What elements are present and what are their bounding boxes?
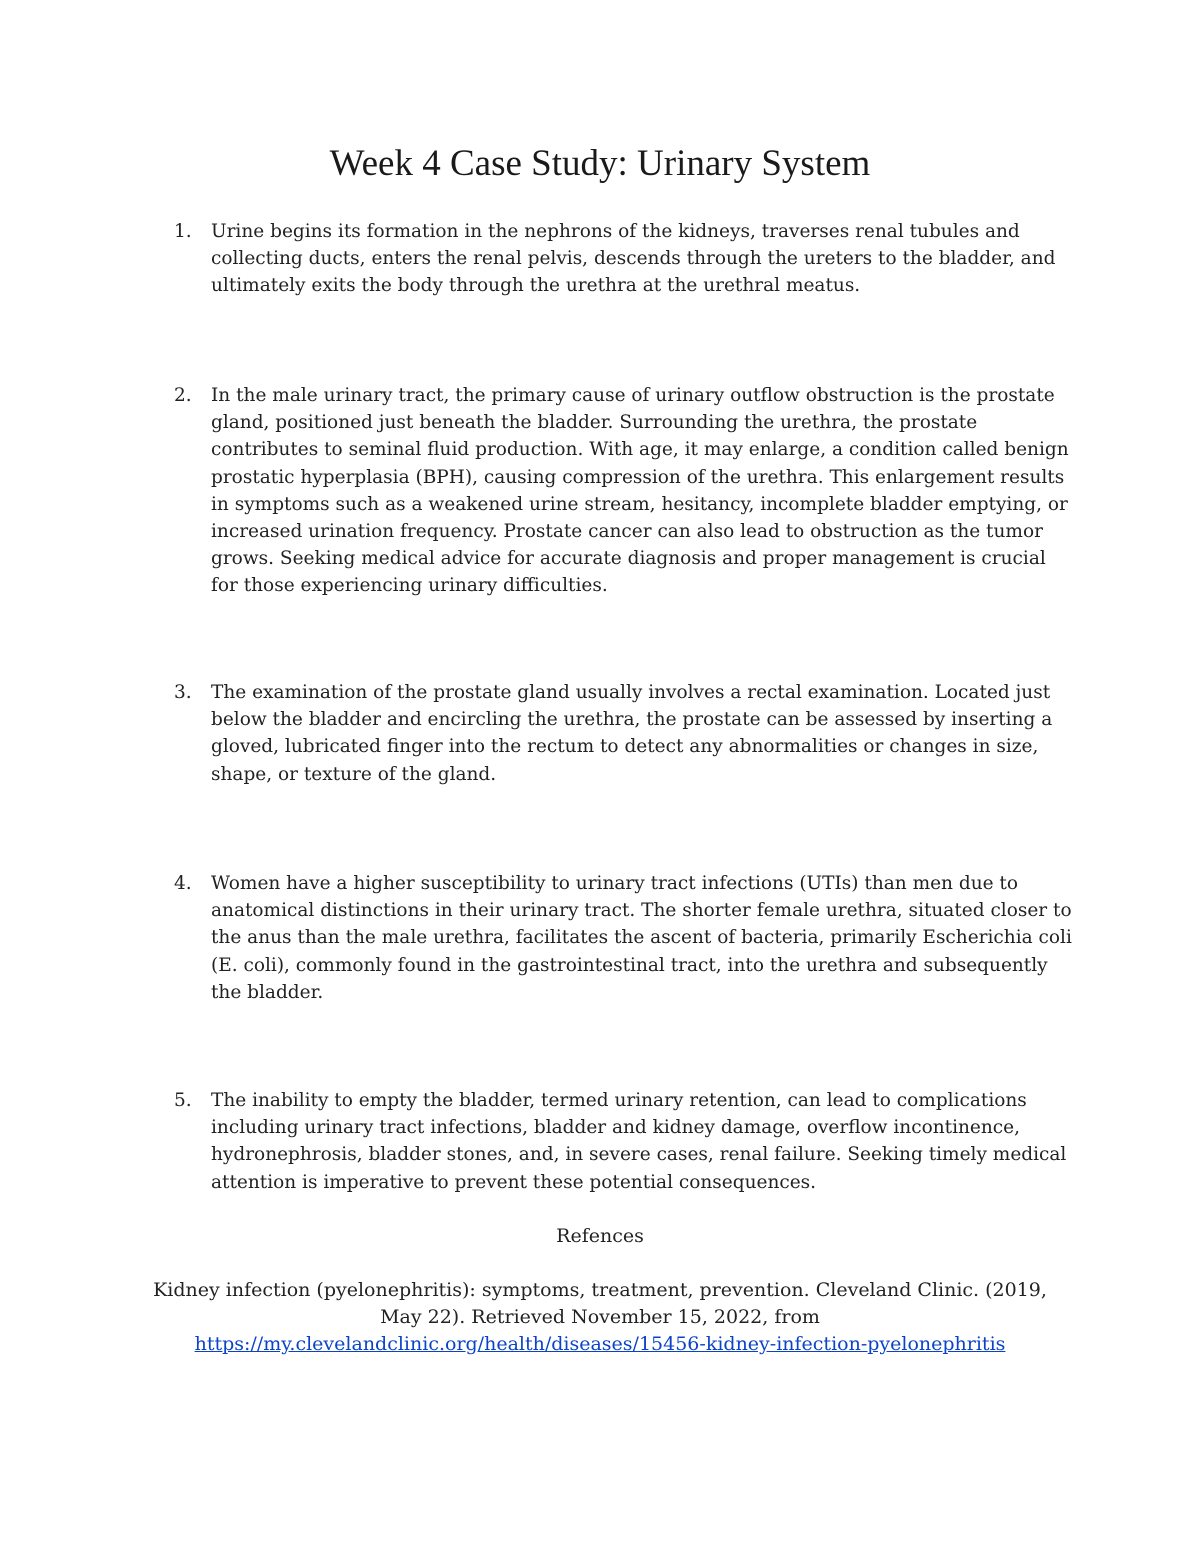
list-item-text: Women have a higher susceptibility to urinary tract infections (UTIs) than men due to anatomical distinctions in their urinary tract. The shorter female urethra, situated closer to the anus than the male urethra, facilitates the ascent of bacteria, primarily Escherichia coli (E. coli), commonly found in the gastrointestinal tract, into the urethra and subsequently the bladder. [211, 873, 1072, 1003]
document-title: Week 4 Case Study: Urinary System [329, 143, 871, 184]
list-item-number: 5. [174, 1090, 192, 1111]
reference-text: Kidney infection (pyelonephritis): symptoms, treatment, prevention. Cleveland Clinic. (2019, May 22). Retrieved November 15, 2022, from [153, 1279, 1047, 1328]
list-item-number: 3. [174, 682, 192, 703]
list-item-number: 1. [174, 221, 192, 242]
list-item-text: The examination of the prostate gland usually involves a rectal examination. Located just below the bladder and encircling the urethra, the prostate can be assessed by inserting a gloved, lubricated finger into the rectum to detect any abnormalities or changes in size, shape, or texture of the gland. [211, 682, 1053, 785]
list-item-text: Urine begins its formation in the nephrons of the kidneys, traverses renal tubules and collecting ducts, enters the renal pelvis, descends through the ureters to the bladder, and ultimately exits the body through the urethra at the urethral meatus. [211, 221, 1056, 297]
list-item-text: The inability to empty the bladder, termed urinary retention, can lead to complications including urinary tract infections, bladder and kidney damage, overflow incontinence, hydronephrosis, bladder stones, and, in severe cases, renal failure. Seeking timely medical attention is imperative to prevent these potential consequences. [211, 1090, 1067, 1193]
reference-link[interactable]: https://my.clevelandclinic.org/health/diseases/15456-kidney-infection-pyelonephritis [194, 1333, 1006, 1355]
list-item-number: 2. [174, 385, 192, 406]
list-item-text: In the male urinary tract, the primary cause of urinary outflow obstruction is the prostate gland, positioned just beneath the bladder. Surrounding the urethra, the prostate contributes to seminal fluid production. With age, it may enlarge, a condition called benign prostatic hyperplasia (BPH), causing compression of the urethra. This enlargement results in symptoms such as a weakened urine stream, hesitancy, incomplete bladder emptying, or increased urination frequency. Prostate cancer can also lead to obstruction as the tumor grows. Seeking medical advice for accurate diagnosis and proper management is crucial for those experiencing urinary difficulties. [211, 385, 1069, 597]
reference-entry [130, 1277, 1070, 1358]
list-item-number: 4. [174, 873, 192, 894]
references-heading: Refences [556, 1225, 644, 1247]
